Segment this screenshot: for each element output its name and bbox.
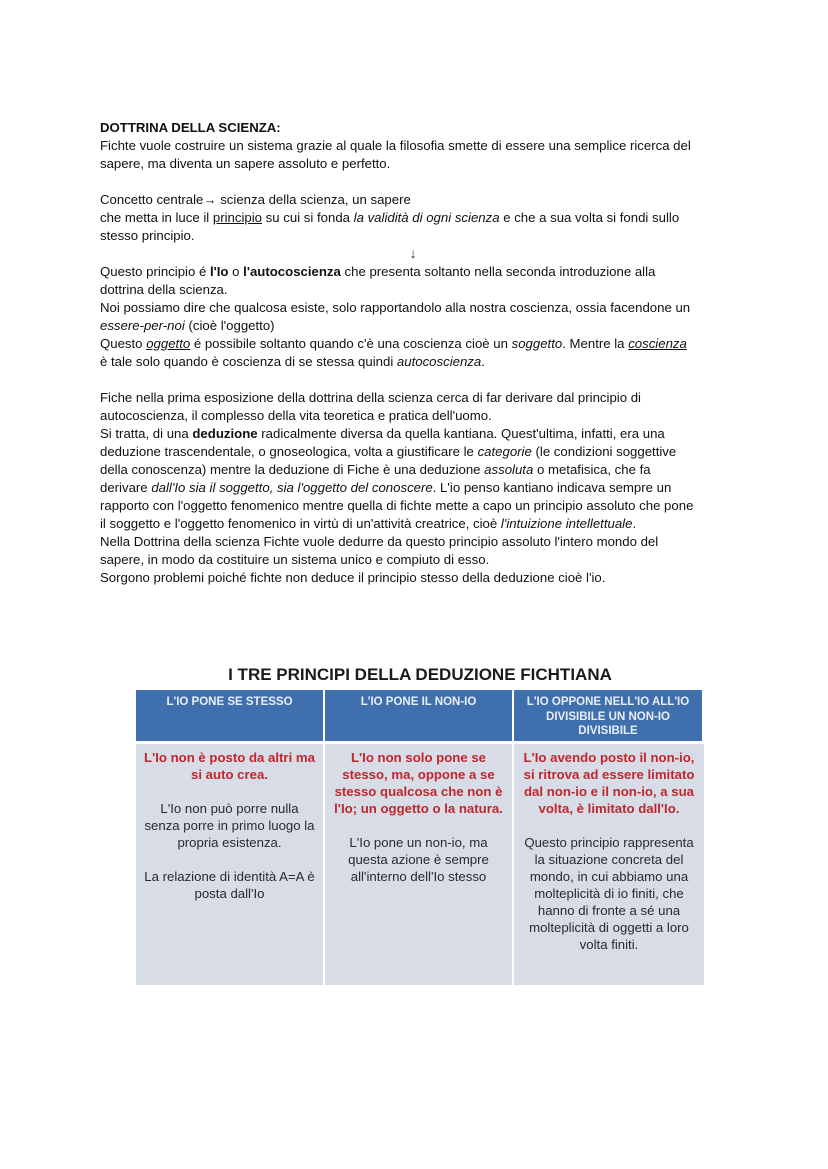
text-segment: la validità di ogni scienza (353, 210, 500, 225)
text-line (100, 209, 740, 227)
text-segment: autocoscienza, il complesso della vita teoretica e pratica dell'uomo. (100, 408, 492, 423)
emphasis-text: L'Io non è posto da altri ma si auto crea. (144, 750, 315, 782)
text-line (100, 227, 740, 245)
text-segment: Concetto centrale→ scienza della scienza, un sapere (100, 192, 411, 207)
text-line (100, 569, 740, 587)
text-segment: Si tratta, di una (100, 426, 193, 441)
text-line (100, 515, 740, 533)
text-line (100, 551, 740, 569)
column-header: L'IO PONE SE STESSO (136, 690, 325, 744)
column-header: L'IO PONE IL NON-IO (325, 690, 514, 744)
cell-text: Questo principio rappresenta la situazione concreta del mondo, in cui abbiamo una molteplicità di io finiti, che hanno di fronte a sé una molteplicità di oggetti a loro volta finiti. (524, 835, 694, 952)
text-line (100, 479, 740, 497)
cell-text: La relazione di identità A=A è posta dall'Io (144, 869, 315, 901)
text-segment: (cioè l'oggetto) (184, 318, 275, 333)
text-line (100, 137, 740, 155)
text-segment: Noi possiamo dire che qualcosa esiste, solo rapportandolo alla nostra coscienza, ossia facendone un (100, 300, 691, 315)
text-segment: . (632, 516, 637, 531)
text-segment: su cui si fonda (262, 210, 354, 225)
text-segment: deduzione (192, 426, 258, 441)
text-segment: essere-per-noi (100, 318, 185, 333)
emphasis-text: L'Io non solo pone se stesso, ma, oppone a se stesso qualcosa che non è l'Io; un oggetto o la natura. (334, 750, 503, 816)
text-line (100, 407, 740, 425)
text-segment: o (228, 264, 244, 279)
text-segment: DOTTRINA DELLA SCIENZA: (100, 120, 281, 135)
text-line (100, 425, 740, 443)
text-segment: . (481, 354, 485, 369)
text-line (100, 443, 740, 461)
text-segment: sapere, ma diventa un sapere assoluto e perfetto. (100, 156, 391, 171)
text-line (100, 155, 740, 173)
text-segment: é possibile soltanto quando c'è una coscienza cioè un (190, 336, 512, 351)
cell-text: L'Io non può porre nulla senza porre in primo luogo la propria esistenza. (144, 801, 315, 850)
text-segment: l'intuizione intellettuale (500, 516, 633, 531)
text-segment: . L'io penso kantiano indicava sempre un (432, 480, 672, 495)
text-segment: Questo principio é (100, 264, 210, 279)
emphasis-text: L'Io avendo posto il non-io, si ritrova ad essere limitato dal non-io e il non-io, a sua volta, è limitato dall'Io. (523, 750, 695, 816)
text-line (100, 353, 740, 371)
text-segment: rapporto con l'oggetto fenomenico mentre quella di fichte mette a capo un principio assoluto che pone (100, 498, 694, 513)
text-segment: sapere, in modo da costituire un sistema unico e compiuto di esso. (100, 552, 490, 567)
text-line (100, 461, 740, 479)
text-segment: assoluta (484, 462, 534, 477)
text-segment: l'autocoscienza (243, 264, 341, 279)
blank-line (100, 371, 740, 389)
text-segment: (le condizioni soggettive (531, 444, 677, 459)
text-segment: Nella Dottrina della scienza Fichte vuole dedurre da questo principio assoluto l'intero mondo del (100, 534, 659, 549)
text-line (100, 335, 740, 353)
text-segment: Sorgono problemi poiché fichte non deduce il principio stesso della deduzione cioè l'io. (100, 570, 606, 585)
text-line (100, 299, 740, 317)
text-segment: categorie (477, 444, 532, 459)
text-segment: e che a sua volta si fondi sullo (499, 210, 680, 225)
text-line (100, 317, 740, 335)
text-segment: della conoscenza) mentre la deduzione di Fiche è una deduzione (100, 462, 485, 477)
table-title: I TRE PRINCIPI DELLA DEDUZIONE FICHTIANA (228, 665, 612, 684)
text-segment: . Mentre la (562, 336, 629, 351)
text-segment: soggetto (511, 336, 563, 351)
text-segment: Fiche nella prima esposizione della dottrina della scienza cerca di far derivare dal principio di (100, 390, 641, 405)
text-line (100, 497, 740, 515)
text-segment: derivare (100, 480, 152, 495)
cell-text: L'Io pone un non-io, ma questa azione è sempre all'interno dell'Io stesso (348, 835, 489, 884)
text-line (100, 263, 740, 281)
table-cell (325, 744, 514, 985)
down-arrow-icon: ↓ (409, 246, 417, 261)
text-segment: stesso principio. (100, 228, 195, 243)
table-cell (136, 744, 325, 985)
text-segment: coscienza (628, 336, 687, 351)
text-line (100, 281, 740, 299)
text-segment: autocoscienza (396, 354, 482, 369)
text-segment: Fichte vuole costruire un sistema grazie al quale la filosofia smette di essere una semplice ricerca del (100, 138, 691, 153)
text-line (100, 245, 726, 263)
text-segment: che metta in luce il (100, 210, 213, 225)
text-segment: il soggetto e l'oggetto fenomenico in virtù di un'attività creatrice, cioè (100, 516, 501, 531)
text-line (100, 389, 740, 407)
text-segment: l'Io (209, 264, 229, 279)
text-segment: che presenta soltanto nella seconda introduzione alla (340, 264, 656, 279)
text-segment: dottrina della scienza. (100, 282, 228, 297)
text-segment: oggetto (146, 336, 191, 351)
text-line (100, 533, 740, 551)
column-header: L'IO OPPONE NELL'IO ALL'IO DIVISIBILE UN NON-IO DIVISIBILE (514, 690, 704, 744)
text-segment: deduzione trascendentale, o gnoseologica, volta a giustificare le (100, 444, 478, 459)
principles-table (136, 690, 704, 985)
blank-line (100, 173, 740, 191)
text-segment: è tale solo quando è coscienza di se stessa quindi (100, 354, 397, 369)
table-cell (514, 744, 704, 985)
document-body (100, 119, 740, 587)
text-segment: dall'Io sia il soggetto, sia l'oggetto del conoscere (151, 480, 433, 495)
text-line (100, 119, 740, 137)
text-segment: o metafisica, che fa (533, 462, 651, 477)
text-segment: principio (212, 210, 263, 225)
text-segment: radicalmente diversa da quella kantiana. Quest'ultima, infatti, era una (257, 426, 665, 441)
text-line (100, 191, 740, 209)
text-segment: Questo (100, 336, 147, 351)
